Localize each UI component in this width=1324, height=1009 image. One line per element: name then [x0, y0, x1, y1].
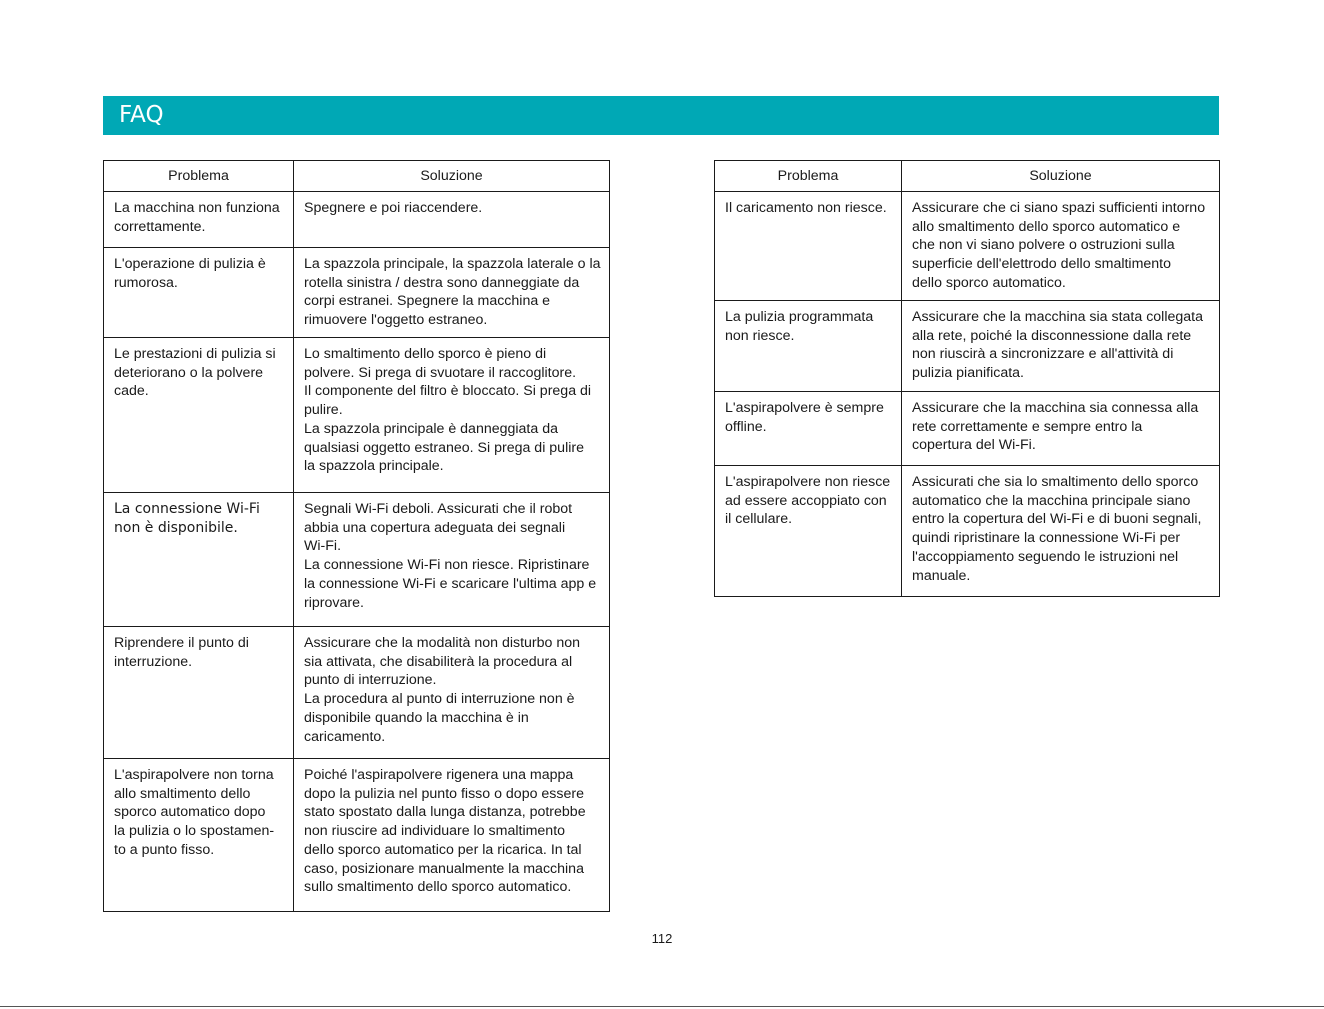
- problem-cell: L'aspirapolvere non torna allo smaltimento dello sporco automatico dopo la pulizia o lo spostamen- to a punto fisso.: [104, 759, 294, 912]
- table-row: [104, 627, 610, 759]
- table-row: [104, 248, 610, 338]
- column-header-solution: Soluzione: [902, 161, 1220, 192]
- table-header-row: [715, 161, 1220, 192]
- problem-cell: La macchina non funziona correttamente.: [104, 192, 294, 248]
- table-row: [715, 192, 1220, 301]
- page-number: 112: [651, 931, 673, 946]
- column-header-problem: Problema: [715, 161, 902, 192]
- column-header-solution: Soluzione: [294, 161, 610, 192]
- table-row: [715, 301, 1220, 392]
- table-row: [104, 338, 610, 493]
- solution-cell: Assicurare che la macchina sia stata collegata alla rete, poiché la disconnessione dalla rete non riuscirà a sincronizzare e all'attività di pulizia pianificata.: [902, 301, 1220, 392]
- solution-cell: Lo smaltimento dello sporco è pieno di polvere. Si prega di svuotare il raccoglitore. Il componente del filtro è bloccato. Si prega di pulire. La spazzola principale è danneggiata da qualsiasi oggetto estraneo. Si prega di pulire la spazzola principale.: [294, 338, 610, 493]
- solution-cell: Assicurati che sia lo smaltimento dello sporco automatico che la macchina principale siano entro la copertura del Wi-Fi e di buoni segnali, quindi ripristinare la connessione Wi-Fi per l'accoppiamento seguendo le istruzioni nel manuale.: [902, 466, 1220, 597]
- table-row: [104, 493, 610, 627]
- problem-cell: Riprendere il punto di interruzione.: [104, 627, 294, 759]
- faq-table-left: [103, 160, 610, 912]
- table-header-row: [104, 161, 610, 192]
- page-title: FAQ: [119, 102, 164, 128]
- table-row: [715, 466, 1220, 597]
- solution-cell: Spegnere e poi riaccendere.: [294, 192, 610, 248]
- table-row: [104, 759, 610, 912]
- solution-cell: Poiché l'aspirapolvere rigenera una mappa dopo la pulizia nel punto fisso o dopo essere stato spostato dalla lunga distanza, potrebbe non riuscire ad individuare lo smaltimento dello sporco automatico per la ricarica. In tal caso, posizionare manualmente la macchina sullo smaltimento dello sporco automatico.: [294, 759, 610, 912]
- solution-cell: Assicurare che ci siano spazi sufficienti intorno allo smaltimento dello sporco automatico e che non vi siano polvere o ostruzioni sulla superficie dell'elettrodo dello smaltimento dello sporco automatico.: [902, 192, 1220, 301]
- solution-cell: Segnali Wi-Fi deboli. Assicurati che il robot abbia una copertura adeguata dei segnali Wi-Fi. La connessione Wi-Fi non riesce. Ripristinare la connessione Wi-Fi e scaricare l'ultima app e riprovare.: [294, 493, 610, 627]
- solution-cell: Assicurare che la macchina sia connessa alla rete correttamente e sempre entro la copertura del Wi-Fi.: [902, 392, 1220, 466]
- problem-cell: L'aspirapolvere è sempre offline.: [715, 392, 902, 466]
- bottom-divider: [0, 1006, 1324, 1007]
- table-row: [104, 192, 610, 248]
- problem-cell: La connessione Wi-Fi non è disponibile.: [104, 493, 294, 627]
- faq-table-right: [714, 160, 1220, 597]
- problem-cell: L'aspirapolvere non riesce ad essere accoppiato con il cellulare.: [715, 466, 902, 597]
- column-header-problem: Problema: [104, 161, 294, 192]
- table-row: [715, 392, 1220, 466]
- problem-cell: La pulizia programmata non riesce.: [715, 301, 902, 392]
- solution-cell: La spazzola principale, la spazzola laterale o la rotella sinistra / destra sono danneggiate da corpi estranei. Spegnere la macchina e rimuovere l'oggetto estraneo.: [294, 248, 610, 338]
- solution-cell: Assicurare che la modalità non disturbo non sia attivata, che disabiliterà la procedura al punto di interruzione. La procedura al punto di interruzione non è disponibile quando la macchina è in caricamento.: [294, 627, 610, 759]
- faq-header-banner: [103, 96, 1219, 135]
- problem-cell: L'operazione di pulizia è rumorosa.: [104, 248, 294, 338]
- problem-cell: Il caricamento non riesce.: [715, 192, 902, 301]
- problem-cell: Le prestazioni di pulizia si deteriorano o la polvere cade.: [104, 338, 294, 493]
